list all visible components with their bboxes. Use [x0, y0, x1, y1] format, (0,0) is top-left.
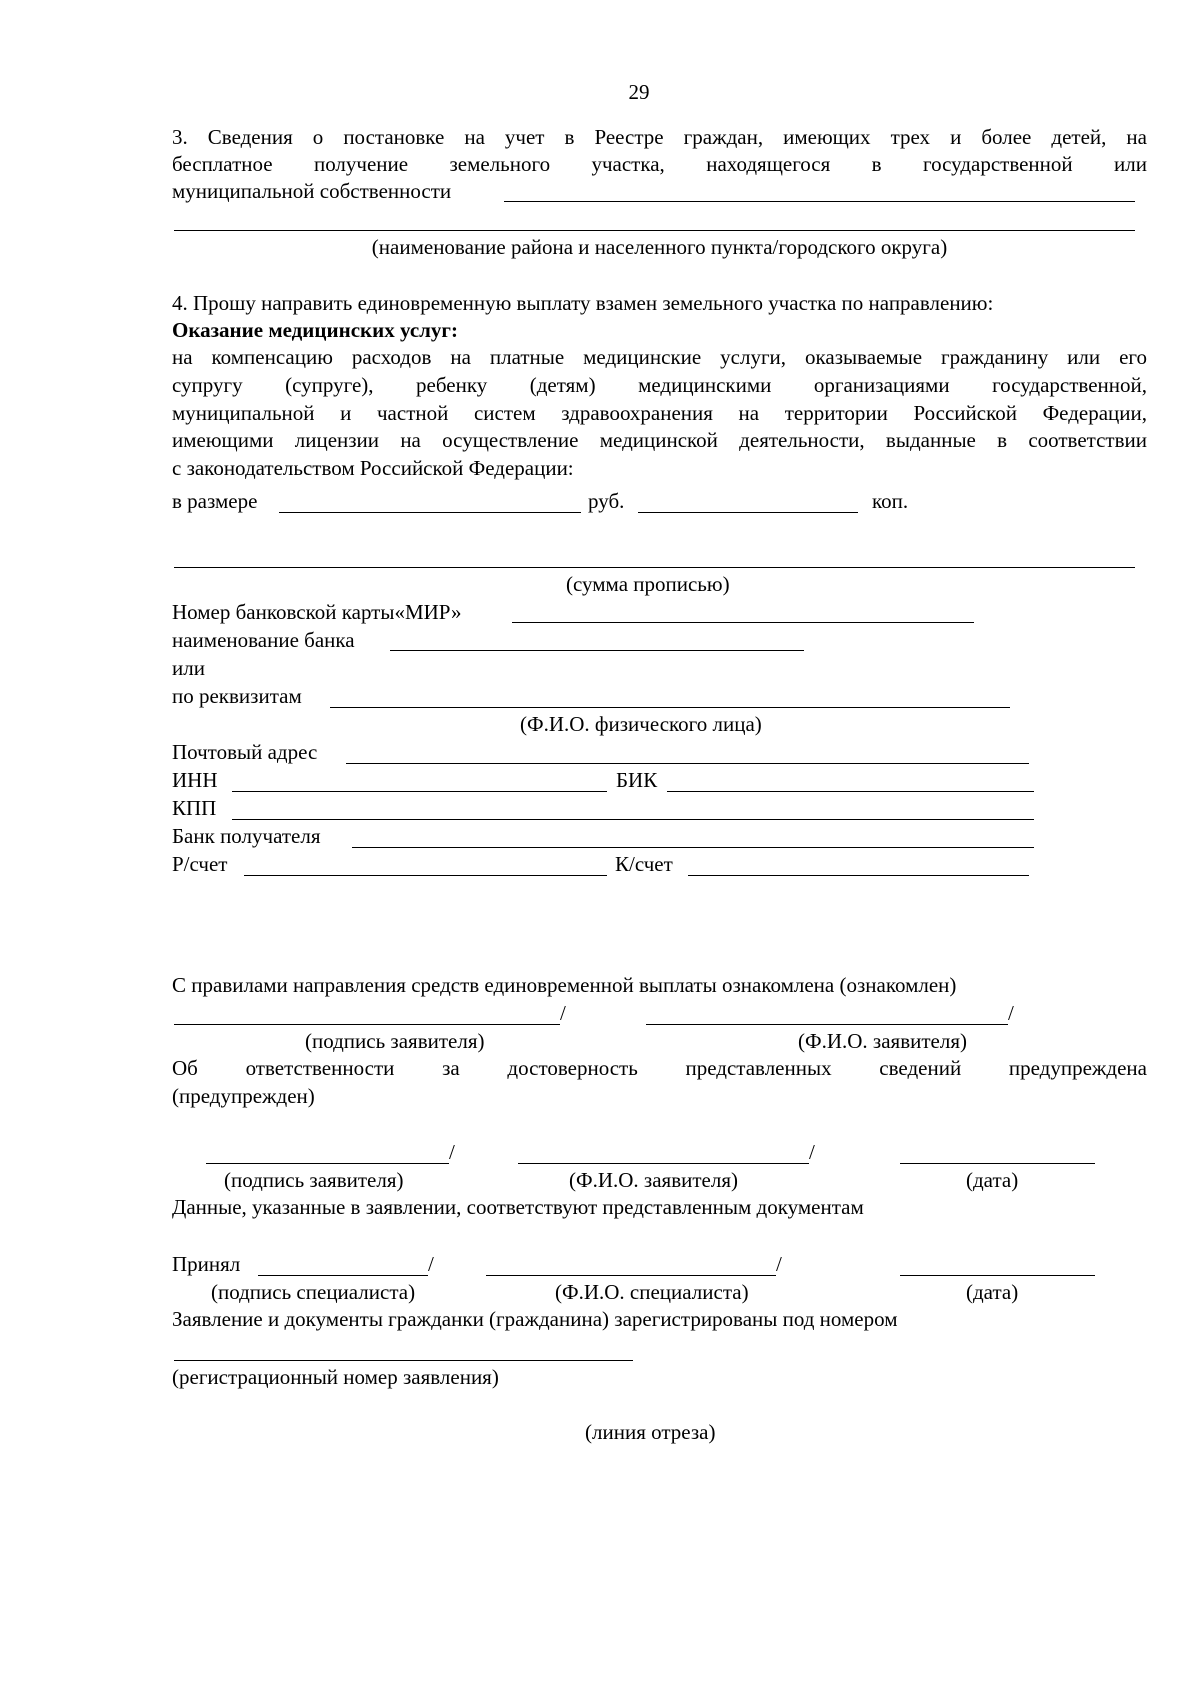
- specialist-fio-field[interactable]: [486, 1275, 776, 1276]
- district-field-line[interactable]: [174, 230, 1135, 231]
- section3-line3: муниципальной собственности: [172, 179, 452, 203]
- bank-name-label: наименование банка: [172, 628, 355, 652]
- page-number: 29: [628, 80, 650, 104]
- applicant-signature-caption: (подпись заявителя): [305, 1029, 485, 1053]
- recipient-bank-label: Банк получателя: [172, 824, 321, 848]
- slash: /: [449, 1140, 455, 1164]
- section4-line1: 4. Прошу направить единовременную выплату взамен земельного участка по направлению:: [172, 291, 994, 315]
- section4-body-line: с законодательством Российской Федерации:: [172, 456, 574, 480]
- bank-name-field[interactable]: [390, 650, 804, 651]
- amount-rub-field[interactable]: [279, 512, 581, 513]
- section4-body-line: муниципальной и частной систем здравоохранения на территории Российской Федерации,: [172, 401, 1147, 425]
- section3-line2: бесплатное получение земельного участка, находящегося в государственной или: [172, 152, 1147, 176]
- applicant-fio-caption: (Ф.И.О. заявителя): [798, 1029, 967, 1053]
- card-number-field[interactable]: [512, 622, 974, 623]
- corr-account-label: К/счет: [615, 852, 673, 876]
- corr-account-field[interactable]: [688, 875, 1029, 876]
- applicant-fio-field-2[interactable]: [518, 1163, 809, 1164]
- or-label: или: [172, 656, 205, 680]
- inn-field[interactable]: [232, 791, 607, 792]
- applicant-signature-field-2[interactable]: [206, 1163, 449, 1164]
- accepted-label: Принял: [172, 1252, 241, 1276]
- kpp-field[interactable]: [232, 819, 1034, 820]
- date-field-1[interactable]: [900, 1163, 1095, 1164]
- reg-number-field[interactable]: [174, 1360, 633, 1361]
- slash: /: [428, 1252, 434, 1276]
- specialist-fio-caption: (Ф.И.О. специалиста): [555, 1280, 749, 1304]
- section3-line1: 3. Сведения о постановке на учет в Реестре граждан, имеющих трех и более детей, на: [172, 125, 1147, 149]
- sum-in-words-field[interactable]: [174, 567, 1135, 568]
- requisites-field[interactable]: [330, 707, 1010, 708]
- responsibility-text: Об ответственности за достоверность представленных сведений предупреждена: [172, 1056, 1147, 1080]
- kop-label: коп.: [872, 489, 909, 513]
- account-field[interactable]: [244, 875, 607, 876]
- specialist-signature-field[interactable]: [258, 1275, 428, 1276]
- rules-ack-text: С правилами направления средств единовременной выплаты ознакомлена (ознакомлен): [172, 973, 957, 997]
- postal-address-label: Почтовый адрес: [172, 740, 318, 764]
- amount-kop-field[interactable]: [638, 512, 858, 513]
- slash: /: [560, 1001, 566, 1025]
- registered-text: Заявление и документы гражданки (гражданина) зарегистрированы под номером: [172, 1307, 898, 1331]
- sum-in-words-caption: (сумма прописью): [566, 572, 730, 596]
- amount-label: в размере: [172, 489, 258, 513]
- account-label: Р/счет: [172, 852, 228, 876]
- slash: /: [809, 1140, 815, 1164]
- district-caption: (наименование района и населенного пункта/городского округа): [371, 235, 948, 259]
- section4-body-line: на компенсацию расходов на платные медицинские услуги, оказываемые гражданину или его: [172, 345, 1147, 369]
- applicant-signature-field[interactable]: [174, 1024, 560, 1025]
- reg-number-caption: (регистрационный номер заявления): [172, 1365, 499, 1389]
- date-caption-2: (дата): [966, 1280, 1019, 1304]
- date-field-2[interactable]: [900, 1275, 1095, 1276]
- cut-line-caption: (линия отреза): [585, 1420, 716, 1444]
- rub-label: руб.: [588, 489, 625, 513]
- fio-person-caption: (Ф.И.О. физического лица): [520, 712, 762, 736]
- data-matches-text: Данные, указанные в заявлении, соответствуют представленным документам: [172, 1195, 864, 1219]
- card-number-label: Номер банковской карты«МИР»: [172, 600, 462, 624]
- applicant-fio-field[interactable]: [646, 1024, 1008, 1025]
- postal-address-field[interactable]: [346, 763, 1029, 764]
- specialist-signature-caption: (подпись специалиста): [211, 1280, 416, 1304]
- bik-label: БИК: [616, 768, 658, 792]
- date-caption-1: (дата): [966, 1168, 1019, 1192]
- requisites-label: по реквизитам: [172, 684, 302, 708]
- applicant-fio-caption-2: (Ф.И.О. заявителя): [569, 1168, 738, 1192]
- slash: /: [776, 1252, 782, 1276]
- recipient-bank-field[interactable]: [352, 847, 1034, 848]
- inn-label: ИНН: [172, 768, 218, 792]
- applicant-signature-caption-2: (подпись заявителя): [224, 1168, 404, 1192]
- ownership-field-line[interactable]: [504, 201, 1135, 202]
- section4-body-line: супругу (супруге), ребенку (детям) медицинскими организациями государственной,: [172, 373, 1147, 397]
- responsibility-text-cont: (предупрежден): [172, 1084, 315, 1108]
- section4-heading: Оказание медицинских услуг:: [172, 318, 458, 342]
- bik-field[interactable]: [667, 791, 1034, 792]
- slash: /: [1008, 1001, 1014, 1025]
- kpp-label: КПП: [172, 796, 217, 820]
- section4-body-line: имеющими лицензии на осуществление медицинской деятельности, выданные в соответствии: [172, 428, 1147, 452]
